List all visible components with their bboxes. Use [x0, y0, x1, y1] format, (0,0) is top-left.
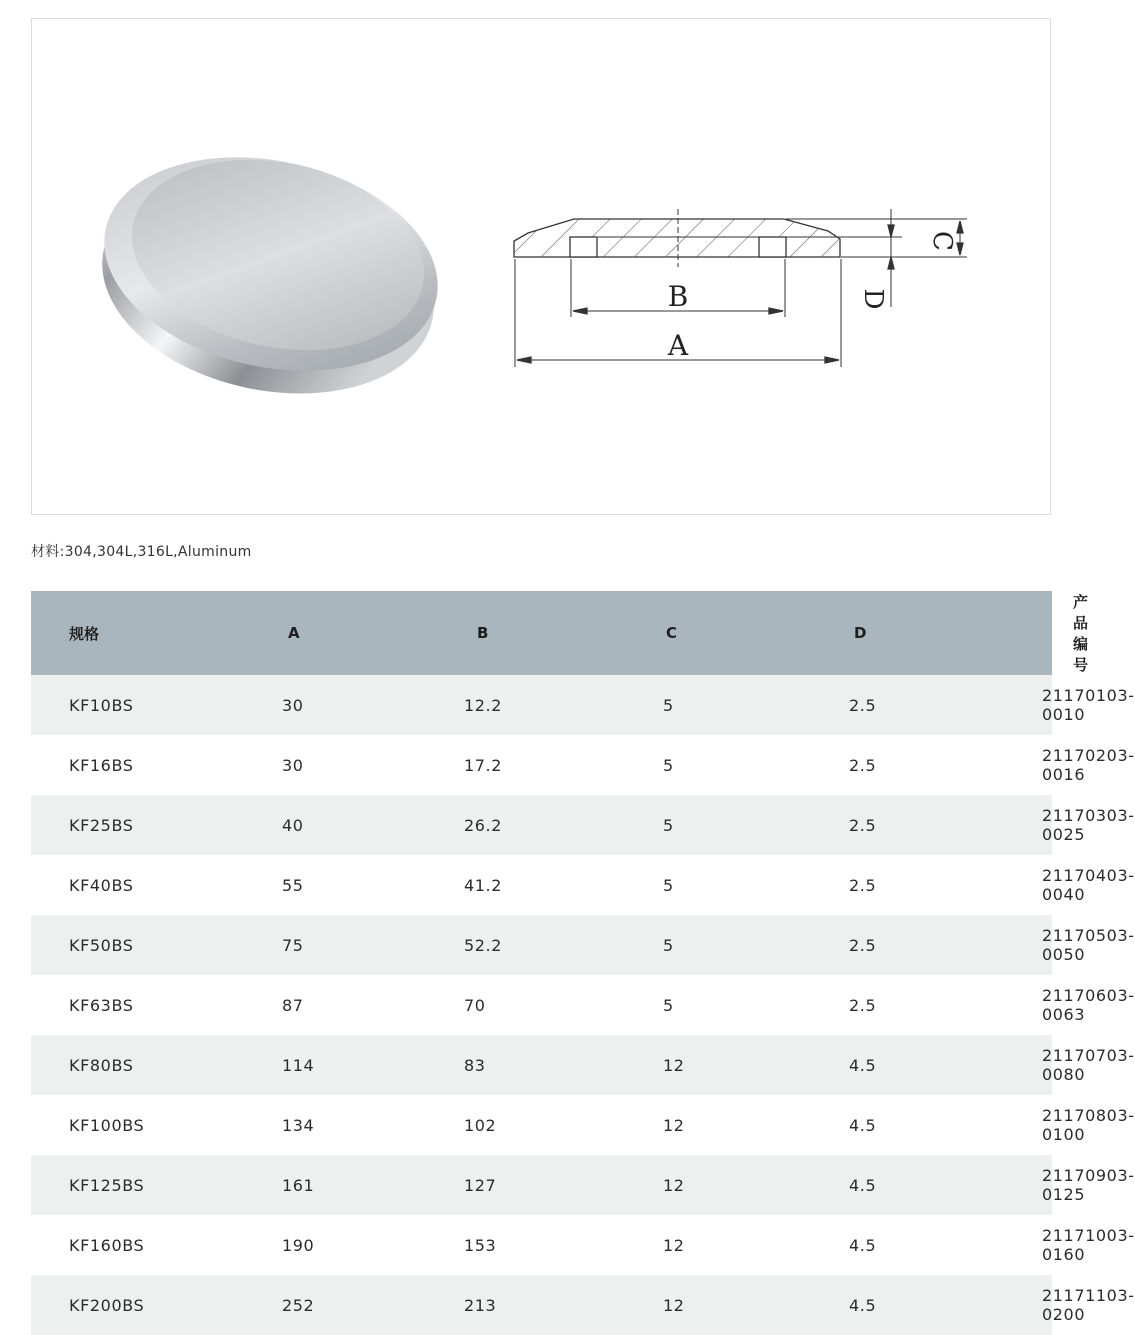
cell-c: 12: [635, 1095, 824, 1155]
table-row: [31, 915, 1052, 975]
cell-spec: KF200BS: [31, 1275, 259, 1335]
cell-a: 114: [259, 1035, 448, 1095]
cell-product-code: 21170203-0016: [1012, 735, 1052, 795]
cell-a: 87: [259, 975, 448, 1035]
cell-spec: KF25BS: [31, 795, 259, 855]
table-row: [31, 1215, 1052, 1275]
table-row: [31, 1035, 1052, 1095]
header-product-code: 产品编号: [1012, 591, 1052, 675]
cell-b: 153: [448, 1215, 635, 1275]
cell-b: 17.2: [448, 735, 635, 795]
cell-b: 70: [448, 975, 635, 1035]
cell-product-code: 21171003-0160: [1012, 1215, 1052, 1275]
table-row: [31, 675, 1052, 735]
cell-c: 5: [635, 855, 824, 915]
cell-product-code: 21170703-0080: [1012, 1035, 1052, 1095]
cell-a: 55: [259, 855, 448, 915]
cell-a: 134: [259, 1095, 448, 1155]
cell-product-code: 21170403-0040: [1012, 855, 1052, 915]
header-c: C: [635, 591, 824, 675]
cell-c: 5: [635, 795, 824, 855]
header-a: A: [259, 591, 448, 675]
cell-b: 102: [448, 1095, 635, 1155]
cell-spec: KF63BS: [31, 975, 259, 1035]
cell-d: 2.5: [824, 855, 1012, 915]
cell-a: 75: [259, 915, 448, 975]
spec-table: [31, 591, 1135, 1335]
cell-c: 12: [635, 1155, 824, 1215]
table-header-row: [31, 591, 1052, 675]
cell-a: 30: [259, 735, 448, 795]
cell-product-code: 21170803-0100: [1012, 1095, 1052, 1155]
cell-spec: KF50BS: [31, 915, 259, 975]
cell-spec: KF10BS: [31, 675, 259, 735]
cell-d: 4.5: [824, 1035, 1012, 1095]
cell-c: 5: [635, 915, 824, 975]
cell-d: 4.5: [824, 1215, 1012, 1275]
table-row: [31, 1155, 1052, 1215]
cell-spec: KF125BS: [31, 1155, 259, 1215]
cell-b: 41.2: [448, 855, 635, 915]
cell-c: 12: [635, 1215, 824, 1275]
cell-b: 12.2: [448, 675, 635, 735]
cell-spec: KF40BS: [31, 855, 259, 915]
dim-d-label: D: [858, 288, 888, 310]
dim-c-label: C: [927, 231, 957, 251]
cell-a: 30: [259, 675, 448, 735]
cell-a: 40: [259, 795, 448, 855]
cell-product-code: 21170903-0125: [1012, 1155, 1052, 1215]
cell-d: 2.5: [824, 915, 1012, 975]
cell-spec: KF80BS: [31, 1035, 259, 1095]
cell-d: 2.5: [824, 735, 1012, 795]
cell-d: 4.5: [824, 1095, 1012, 1155]
table-row: [31, 1095, 1052, 1155]
cell-b: 213: [448, 1275, 635, 1335]
cell-d: 4.5: [824, 1155, 1012, 1215]
cross-section-drawing: [514, 209, 967, 367]
table-row: [31, 795, 1052, 855]
cell-b: 52.2: [448, 915, 635, 975]
cell-b: 26.2: [448, 795, 635, 855]
table-row: [31, 1275, 1052, 1335]
table-body: [31, 675, 1135, 1335]
cell-spec: KF16BS: [31, 735, 259, 795]
cell-a: 161: [259, 1155, 448, 1215]
cell-spec: KF160BS: [31, 1215, 259, 1275]
cell-c: 5: [635, 735, 824, 795]
cell-a: 252: [259, 1275, 448, 1335]
cell-a: 190: [259, 1215, 448, 1275]
header-b: B: [448, 591, 635, 675]
table-row: [31, 855, 1052, 915]
cell-d: 4.5: [824, 1275, 1012, 1335]
cell-d: 2.5: [824, 975, 1012, 1035]
product-figure: [31, 18, 1051, 515]
material-note: 材料:304,304L,316L,Aluminum: [31, 544, 252, 560]
dim-b-label: B: [667, 280, 689, 313]
cell-c: 12: [635, 1275, 824, 1335]
cell-d: 2.5: [824, 795, 1012, 855]
cell-c: 12: [635, 1035, 824, 1095]
blank-flange-photo: [82, 128, 458, 423]
cell-product-code: 21170103-0010: [1012, 675, 1052, 735]
table-row: [31, 975, 1052, 1035]
header-d: D: [824, 591, 1012, 675]
cell-c: 5: [635, 975, 824, 1035]
cell-d: 2.5: [824, 675, 1012, 735]
cell-b: 83: [448, 1035, 635, 1095]
cell-c: 5: [635, 675, 824, 735]
cell-product-code: 21170503-0050: [1012, 915, 1052, 975]
dim-a-label: A: [667, 329, 689, 362]
cell-product-code: 21170603-0063: [1012, 975, 1052, 1035]
cell-spec: KF100BS: [31, 1095, 259, 1155]
cell-b: 127: [448, 1155, 635, 1215]
header-spec: 规格: [31, 591, 259, 675]
cell-product-code: 21171103-0200: [1012, 1275, 1052, 1335]
figure-canvas: [32, 19, 1052, 516]
table-row: [31, 735, 1052, 795]
cell-product-code: 21170303-0025: [1012, 795, 1052, 855]
